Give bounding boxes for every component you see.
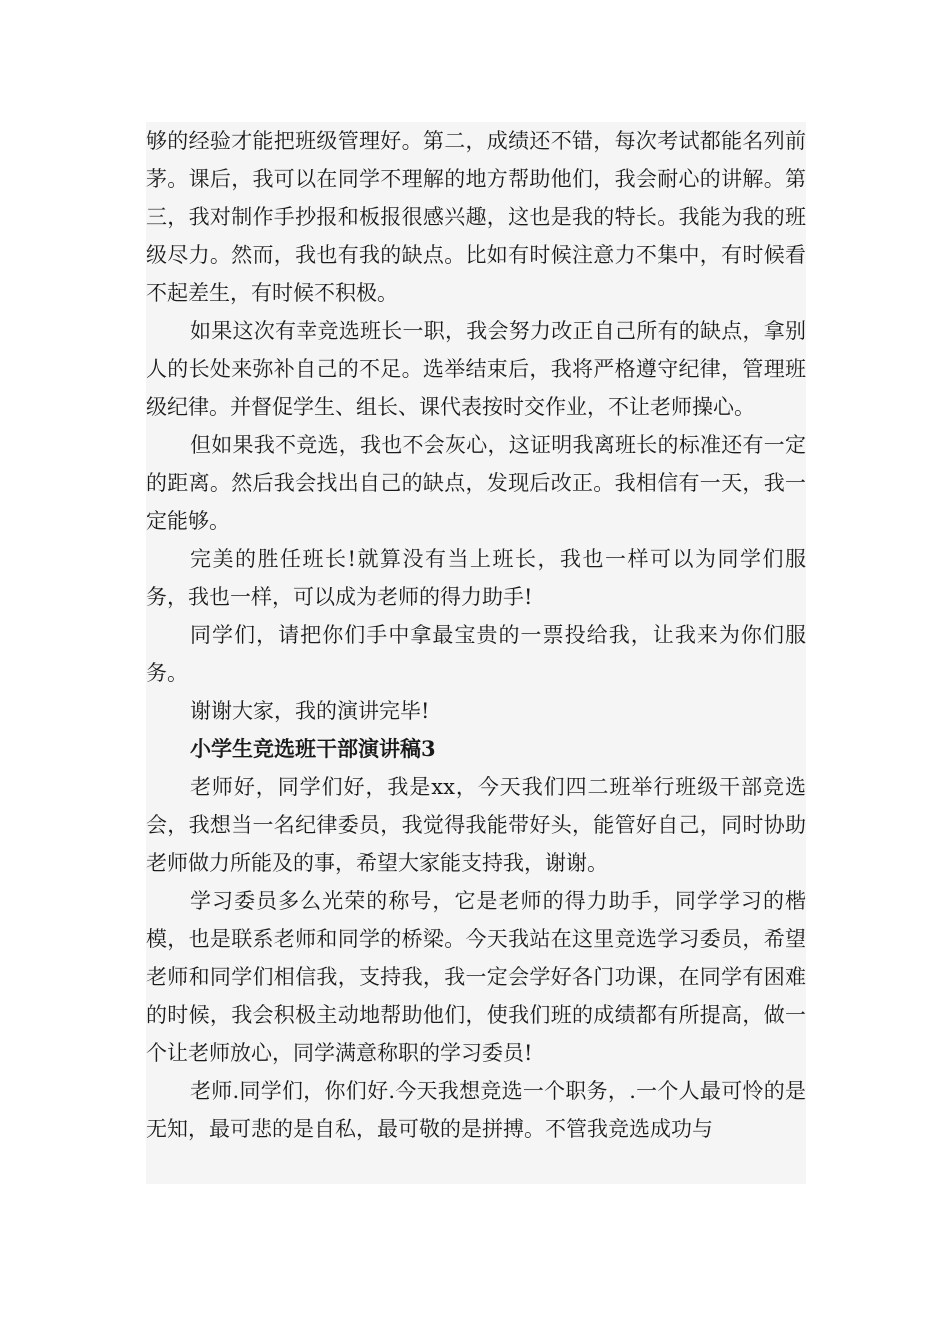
paragraph: 谢谢大家，我的演讲完毕!	[190, 699, 430, 723]
paragraph: 老师好，同学们好，我是xx，今天我们四二班举行班级干部竞选会，我想当一名纪律委员，我觉得我能带好头，能管好自己，同时协助老师做力所能及的事，希望大家能支持我，谢谢。	[146, 775, 806, 875]
paragraph: 如果这次有幸竞选班长一职，我会努力改正自己所有的缺点，拿别人的长处来弥补自己的不足。选举结束后，我将严格遵守纪律，管理班级纪律。并督促学生、组长、课代表按时交作业，不让老师操心。	[146, 319, 806, 419]
paragraph: 完美的胜任班长!就算没有当上班长，我也一样可以为同学们服务，我也一样，可以成为老师的得力助手!	[146, 547, 806, 609]
paragraph-continuation: 够的经验才能把班级管理好。第二，成绩还不错，每次考试都能名列前茅。课后，我可以在同学不理解的地方帮助他们，我会耐心的讲解。第三，我对制作手抄报和板报很感兴趣，这也是我的特长。我能为我的班级尽力。然而，我也有我的缺点。比如有时候注意力不集中，有时候看不起差生，有时候不积极。	[146, 129, 806, 305]
paragraph: 老师.同学们，你们好.今天我想竞选一个职务，.一个人最可怜的是无知，最可悲的是自私，最可敬的是拼搏。不管我竞选成功与	[146, 1079, 806, 1141]
document-text-block	[146, 122, 806, 1184]
paragraph: 学习委员多么光荣的称号，它是老师的得力助手，同学学习的楷模，也是联系老师和同学的桥梁。今天我站在这里竞选学习委员，希望老师和同学们相信我，支持我，我一定会学好各门功课，在同学有困难的时候，我会积极主动地帮助他们，使我们班的成绩都有所提高，做一个让老师放心，同学满意称职的学习委员!	[146, 889, 806, 1065]
paragraph: 同学们，请把你们手中拿最宝贵的一票投给我，让我来为你们服务。	[146, 623, 806, 685]
paragraph: 但如果我不竞选，我也不会灰心，这证明我离班长的标准还有一定的距离。然后我会找出自己的缺点，发现后改正。我相信有一天，我一定能够。	[146, 433, 806, 533]
section-heading: 小学生竞选班干部演讲稿3	[190, 736, 436, 761]
